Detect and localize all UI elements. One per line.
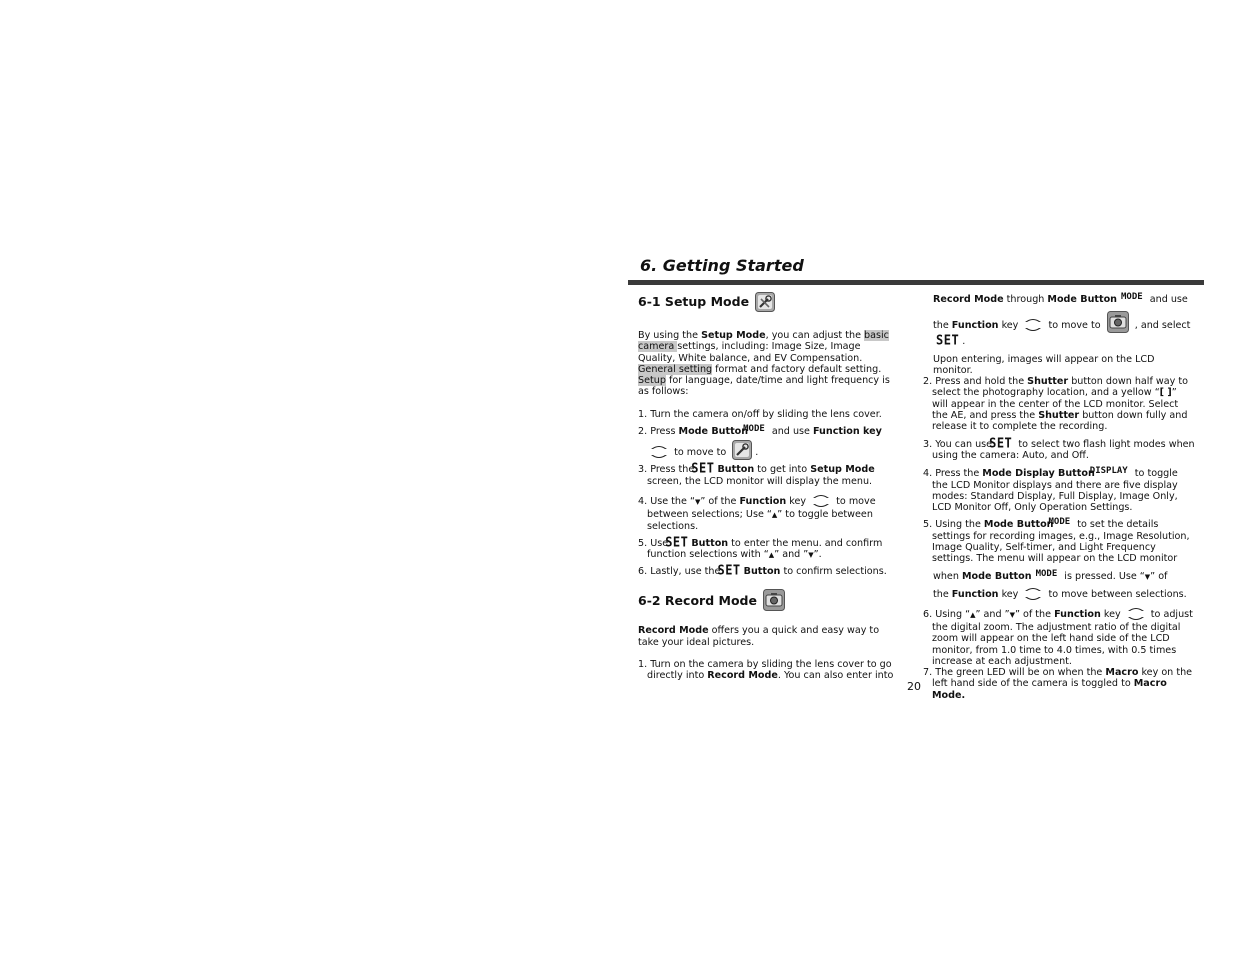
setup-intro: By using the Setup Mode, you can adjust the basic camera settings, including: Image Size, Image Quality, White balance, and EV Compensation. General setting format and factory default setting. Setup for language, date/time and light frequency is as follows: <box>638 330 890 398</box>
record-camera-icon <box>1107 311 1129 333</box>
record-step-2: 2. Press and hold the Shutter button down half way to select the photography location, and a yellow “[ ]” will appear in the center of the LCD monitor. Select the AE, and press the Shutter button down fully and release it to complete the recording. <box>923 376 1188 433</box>
record-step-7: 7. The green LED will be on when the Macro key on the left hand side of the camera is toggled to Macro Mode. <box>923 667 1193 701</box>
mode-button-label: MODE <box>1121 292 1143 302</box>
setup-heading-text: 6-1 Setup Mode <box>638 294 750 310</box>
right-column <box>923 292 1195 701</box>
set-button-label: SET <box>691 460 715 477</box>
set-button-label: SET <box>717 562 741 578</box>
page-title: 6. Getting Started <box>640 256 804 275</box>
mode-button-label: MODE <box>743 424 765 435</box>
record-step-1: 1. Turn on the camera by sliding the lens cover to go directly into Record Mode. You can also enter into <box>638 659 894 682</box>
up-down-arrows-icon <box>1127 606 1145 622</box>
record-intro: Record Mode offers you a quick and easy way to take your ideal pictures. <box>638 625 880 648</box>
record-step-5-cont: when Mode Button MODE is pressed. Use “▼” of <box>933 568 1168 582</box>
up-down-arrows-icon <box>650 444 668 460</box>
up-down-arrows-icon <box>1024 586 1042 602</box>
setup-step-5: 5. Use SET Button to enter the menu. and confirm function selections with “▲” and ”▼”. <box>638 533 883 560</box>
record-step-5: 5. Using the Mode ButtonMODE to set the details settings for recording images, e.g., Image Resolution, Image Quality, Self-timer, and Light Frequency settings. The menu will appear on the LCD monitor <box>923 517 1190 565</box>
up-down-arrows-icon <box>1024 317 1042 333</box>
set-button-label: SET <box>936 332 960 348</box>
display-button-label: DISPLAY <box>1089 466 1128 477</box>
setup-wrench-icon <box>755 292 775 312</box>
page-number: 20 <box>907 680 921 693</box>
set-button-label: SET <box>989 434 1013 451</box>
record-upon: Upon entering, images will appear on the LCD monitor. <box>933 353 1155 376</box>
left-column <box>638 292 900 682</box>
setup-step-2-cont: to move to . <box>638 440 900 460</box>
record-step-6: 6. Using “▲” and ”▼” of the Function key to adjust the digital zoom. The adjustment ratio of the digital zoom will appear on the left hand side of the LCD monitor, from 1.0 time to 4.0 times, with 0.5 times increase at each adjustment. <box>923 606 1195 667</box>
mode-button-label: MODE <box>1035 568 1058 579</box>
record-step-5-cont2: the Function key to move between selections. <box>923 586 1195 602</box>
setup-step-3: 3. Press the SET Button to get into Setup Mode screen, the LCD monitor will display the menu. <box>638 460 875 487</box>
set-button-label: SET <box>665 533 689 550</box>
record-step-4: 4. Press the Mode Display ButtonDISPLAY to toggle the LCD Monitor displays and there are five display modes: Standard Display, Full Display, Image Only, LCD Monitor Off, Only Operation Settings. <box>923 466 1178 514</box>
record-heading-text: 6-2 Record Mode <box>638 592 757 608</box>
up-down-arrows-icon <box>812 493 830 509</box>
setup-step-4: 4. Use the “▼” of the Function key to move between selections; Use “▲” to toggle between selections. <box>638 493 900 533</box>
title-rule <box>628 280 1204 285</box>
record-step-3: 3. You can use SET to select two flash light modes when using the camera: Auto, and Off. <box>923 434 1195 461</box>
mode-button-label: MODE <box>1048 517 1071 528</box>
setup-step-1: 1. Turn the camera on/off by sliding the lens cover. <box>638 408 882 420</box>
setup-step-2: 2. Press Mode ButtonMODE and use Function key <box>638 424 882 438</box>
setup-heading <box>638 292 900 312</box>
record-heading <box>638 589 900 611</box>
setup-wrench-icon <box>732 440 752 460</box>
setup-step-6: 6. Lastly, use the SET Button to confirm selections. <box>638 562 887 578</box>
record-camera-icon <box>763 589 785 611</box>
record-step-1-cont: Record Mode through Mode Button MODE and use the Function key to move to , and select SET . Upon entering, images will appear on the LCD monitor. <box>923 292 1195 376</box>
